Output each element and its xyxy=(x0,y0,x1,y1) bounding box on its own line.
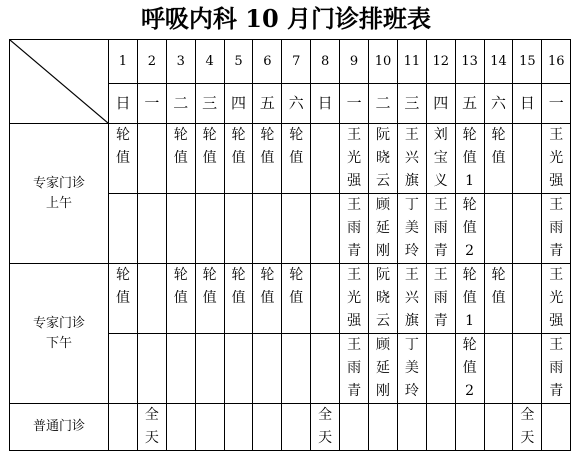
day-number: 4 xyxy=(195,40,224,84)
shift-cell xyxy=(542,404,571,451)
weekday-label: 二 xyxy=(369,84,398,124)
shift-cell: 轮 值 1 xyxy=(455,264,484,334)
shift-cell xyxy=(137,264,166,334)
shift-cell xyxy=(311,334,340,404)
shift-cell: 王 雨 青 xyxy=(542,334,571,404)
shift-cell: 王 光 强 xyxy=(542,124,571,194)
day-number: 14 xyxy=(484,40,513,84)
shift-cell xyxy=(340,404,369,451)
weekday-label: 一 xyxy=(340,84,369,124)
weekday-label: 三 xyxy=(195,84,224,124)
shift-cell xyxy=(137,124,166,194)
day-number: 12 xyxy=(426,40,455,84)
weekday-label: 二 xyxy=(166,84,195,124)
day-number: 10 xyxy=(369,40,398,84)
shift-cell: 王 雨 青 xyxy=(426,194,455,264)
shift-cell: 王 雨 青 xyxy=(340,334,369,404)
shift-cell xyxy=(513,194,542,264)
day-number: 8 xyxy=(311,40,340,84)
shift-cell: 顾 延 刚 xyxy=(369,334,398,404)
shift-cell xyxy=(253,194,282,264)
shift-cell: 轮 值 xyxy=(166,124,195,194)
shift-cell: 轮 值 1 xyxy=(455,124,484,194)
shift-cell xyxy=(513,124,542,194)
shift-cell: 轮 值 xyxy=(224,124,253,194)
shift-cell xyxy=(484,334,513,404)
page-title: 呼吸内科 10 月门诊排班表 xyxy=(140,4,432,33)
shift-cell xyxy=(369,404,398,451)
shift-cell: 王 光 强 xyxy=(542,264,571,334)
weekday-label: 一 xyxy=(137,84,166,124)
day-number: 16 xyxy=(542,40,571,84)
header-corner xyxy=(10,40,109,124)
weekday-label: 四 xyxy=(426,84,455,124)
shift-cell: 轮 值 2 xyxy=(455,194,484,264)
shift-cell: 王 雨 青 xyxy=(542,194,571,264)
weekday-label: 六 xyxy=(282,84,311,124)
shift-cell xyxy=(109,404,138,451)
shift-cell: 轮 值 xyxy=(166,264,195,334)
weekday-label: 一 xyxy=(542,84,571,124)
shift-cell xyxy=(426,404,455,451)
shift-cell: 全 天 xyxy=(311,404,340,451)
shift-cell: 轮 值 xyxy=(484,124,513,194)
shift-cell: 轮 值 xyxy=(109,124,138,194)
day-number: 7 xyxy=(282,40,311,84)
day-number: 11 xyxy=(397,40,426,84)
section-label: 普通门诊 xyxy=(10,404,109,451)
shift-cell: 轮 值 2 xyxy=(455,334,484,404)
shift-cell xyxy=(166,194,195,264)
shift-cell xyxy=(195,404,224,451)
shift-cell xyxy=(484,404,513,451)
section-label: 专家门诊 上午 xyxy=(10,124,109,264)
shift-cell xyxy=(166,404,195,451)
shift-cell xyxy=(253,334,282,404)
shift-cell xyxy=(513,264,542,334)
weekday-label: 五 xyxy=(253,84,282,124)
weekday-label: 六 xyxy=(484,84,513,124)
shift-cell xyxy=(195,194,224,264)
schedule-table xyxy=(9,39,571,451)
shift-cell: 全 天 xyxy=(137,404,166,451)
shift-cell xyxy=(455,404,484,451)
shift-cell: 轮 值 xyxy=(282,124,311,194)
shift-cell xyxy=(137,194,166,264)
shift-cell xyxy=(166,334,195,404)
shift-cell: 王 光 强 xyxy=(340,124,369,194)
shift-cell: 王 雨 青 xyxy=(426,264,455,334)
shift-cell xyxy=(426,334,455,404)
shift-cell: 丁 美 玲 xyxy=(397,334,426,404)
shift-cell: 轮 值 xyxy=(224,264,253,334)
shift-cell: 轮 值 xyxy=(282,264,311,334)
shift-cell: 刘 宝 义 xyxy=(426,124,455,194)
shift-cell: 轮 值 xyxy=(484,264,513,334)
shift-cell: 轮 值 xyxy=(195,264,224,334)
day-number: 1 xyxy=(109,40,138,84)
shift-cell xyxy=(311,264,340,334)
shift-cell xyxy=(282,404,311,451)
shift-cell: 丁 美 玲 xyxy=(397,194,426,264)
day-number: 13 xyxy=(455,40,484,84)
shift-cell xyxy=(224,194,253,264)
shift-cell xyxy=(282,334,311,404)
shift-cell xyxy=(224,404,253,451)
shift-cell xyxy=(253,404,282,451)
weekday-label: 四 xyxy=(224,84,253,124)
shift-cell: 轮 值 xyxy=(195,124,224,194)
weekday-label: 五 xyxy=(455,84,484,124)
shift-cell xyxy=(224,334,253,404)
day-number: 9 xyxy=(340,40,369,84)
shift-cell: 王 兴 旗 xyxy=(397,124,426,194)
shift-cell xyxy=(109,334,138,404)
shift-cell: 王 光 强 xyxy=(340,264,369,334)
shift-cell: 阮 晓 云 xyxy=(369,124,398,194)
shift-cell: 阮 晓 云 xyxy=(369,264,398,334)
weekday-label: 三 xyxy=(397,84,426,124)
weekday-label: 日 xyxy=(311,84,340,124)
shift-cell xyxy=(397,404,426,451)
corner-diagonal xyxy=(10,40,108,123)
shift-cell: 王 兴 旗 xyxy=(397,264,426,334)
shift-cell: 全 天 xyxy=(513,404,542,451)
shift-cell: 轮 值 xyxy=(253,264,282,334)
shift-cell xyxy=(311,194,340,264)
day-number: 2 xyxy=(137,40,166,84)
shift-cell xyxy=(484,194,513,264)
weekday-label: 日 xyxy=(513,84,542,124)
shift-cell xyxy=(109,194,138,264)
day-number: 5 xyxy=(224,40,253,84)
shift-cell: 轮 值 xyxy=(109,264,138,334)
shift-cell: 王 雨 青 xyxy=(340,194,369,264)
shift-cell xyxy=(311,124,340,194)
section-label: 专家门诊 下午 xyxy=(10,264,109,404)
shift-cell xyxy=(195,334,224,404)
day-number: 3 xyxy=(166,40,195,84)
day-number: 15 xyxy=(513,40,542,84)
day-number: 6 xyxy=(253,40,282,84)
weekday-label: 日 xyxy=(109,84,138,124)
shift-cell xyxy=(137,334,166,404)
shift-cell xyxy=(513,334,542,404)
shift-cell: 顾 延 刚 xyxy=(369,194,398,264)
shift-cell xyxy=(282,194,311,264)
shift-cell: 轮 值 xyxy=(253,124,282,194)
